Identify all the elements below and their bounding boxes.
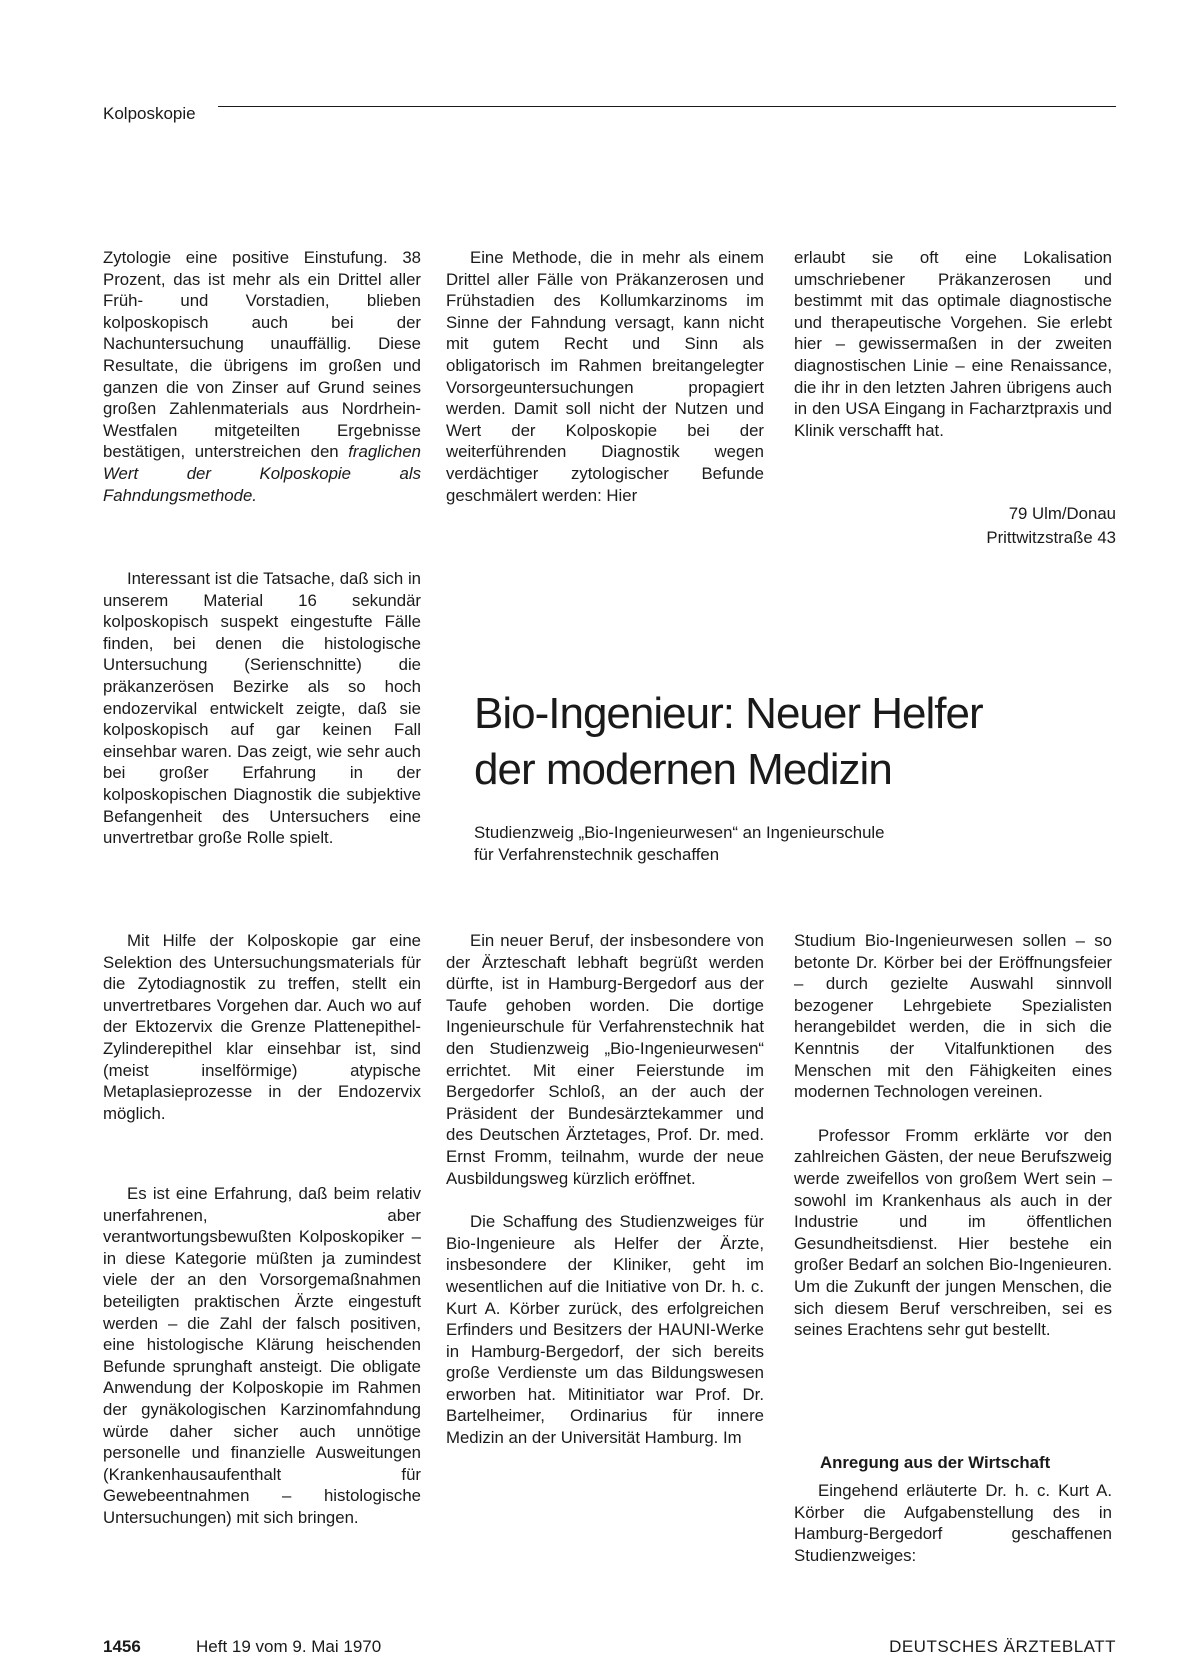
article1-emphasis: fraglichen Wert der Kolposkopie als Fahndungsmethode. [103,442,421,505]
article2-col3-continued [794,1480,1112,1566]
paragraph: erlaubt sie oft eine Lokalisation umschriebener Präkanzerosen und bestimmt mit das optimale diagnostische und therapeutische Vorgehen. Sie erlebt hier – gewissermaßen in der zweiten diagnostischen Linie – eine Renaissance, die ihr in den letzten Jahren übrigens auch in den USA Eingang in Facharztpraxis und Klinik verschafft hat. [794,248,1112,440]
article1-col3 [794,247,1112,441]
article2-subheading: Anregung aus der Wirtschaft [820,1453,1051,1472]
issue-info: Heft 19 vom 9. Mai 1970 [196,1637,382,1656]
author-address [900,502,1116,550]
article1-col1-block2 [103,568,421,849]
header-rule [218,106,1116,107]
paragraph: Eine Methode, die in mehr als einem Drittel aller Fälle von Präkanzerosen und Frühstadien des Kollumkarzinoms im Sinne der Fahndung versagt, kann nicht mit gutem Recht und Sinn als obligatorisch im Rahmen breitangelegter Vorsorgeuntersuchungen propagiert werden. Damit soll nicht der Nutzen und Wert der Kolposkopie bei der weiterführenden Diagnostik wegen verdächtiger zytologischer Befunde geschmälert werden: Hier [446,248,764,505]
article1-col1-block1 [103,247,421,506]
article2-subtitle [474,822,1074,866]
subtitle-line-2: für Verfahrenstechnik geschaffen [474,845,720,864]
title-line-2: der modernen Medizin [474,745,892,794]
article1-col1-block4 [103,1183,421,1529]
article2-col2 [446,930,764,1449]
paragraph: Ein neuer Beruf, der insbesondere von der Ärzteschaft lebhaft begrüßt werden dürfte, ist in Hamburg-Bergedorf aus der Taufe gehoben worden. Die dortige Ingenieurschule für Verfahrenstechnik hat den Studienzweig „Bio-Ingenieurwesen“ errichtet. Mit einer Feierstunde im Bergedorfer Schloß, an der auch der Präsident der Bundesärztekammer und des Deutschen Ärztetages, Prof. Dr. med. Ernst Fromm, teilnahm, wurde der neue Ausbildungsweg kürzlich eröffnet. [446,931,764,1188]
title-line-1: Bio-Ingenieur: Neuer Helfer [474,689,983,738]
journal-name: DEUTSCHES ÄRZTEBLATT [889,1637,1116,1656]
paragraph: Interessant ist die Tatsache, daß sich in unserem Material 16 sekundär kolposkopisch suspekt eingestufte Fälle finden, bei denen die histologische Untersuchung (Serienschnitte) die präkanzerösen Bezirke als so hoch endozervikal entwickelt zeigte, daß sie kolposkopisch auf gar keinen Fall einsehbar waren. Das zeigt, wie sehr auch bei großer Erfahrung in der kolposkopischen Diagnostik die subjektive Befangenheit des Untersuchers eine unvertretbar große Rolle spielt. [103,569,421,848]
article1-col1-block3 [103,930,421,1124]
paragraph: Professor Fromm erklärte vor den zahlreichen Gästen, der neue Berufszweig werde zweifellos von großem Wert sein – sowohl im Krankenhaus als auch in der Industrie und im öffentlichen Gesundheitsdienst. Hier bestehe ein großer Bedarf an solchen Bio-Ingenieuren. Um die Zukunft der jungen Menschen, die sich diesem Beruf verschreiben, sei es seines Erachtens sehr gut bestellt. [794,1125,1112,1340]
paragraph: Studium Bio-Ingenieurwesen sollen – so betonte Dr. Körber bei der Eröffnungsfeier – durch gezielte Auswahl sinnvoll bezogener Lehrgebiete Spezialisten herangebildet werden, die in sich die Kenntnis der Vitalfunktionen des Menschen mit den Fähigkeiten eines modernen Technologen vereinen. [794,931,1112,1102]
paragraph: Mit Hilfe der Kolposkopie gar eine Selektion des Untersuchungsmaterials für die Zytodiagnostik zu treffen, stellt ein unvertretbares Vorgehen dar. Auch wo auf der Ektozervix die Grenze Plattenepithel-Zylinderepithel klar einsehbar ist, sind (meist inselförmige) atypische Metaplasieprozesse in der Endozervix möglich. [103,931,421,1123]
address-city: 79 Ulm/Donau [1008,504,1116,523]
page-number: 1456 [103,1637,141,1656]
paragraph: Eingehend erläuterte Dr. h. c. Kurt A. Körber die Aufgabenstellung des in Hamburg-Bergedorf geschaffenen Studienzweiges: [794,1481,1112,1565]
subtitle-line-1: Studienzweig „Bio-Ingenieurwesen“ an Ingenieurschule [474,823,885,842]
address-street: Prittwitzstraße 43 [986,528,1116,547]
article1-text: Zytologie eine positive Einstufung. 38 Prozent, das ist mehr als ein Drittel aller Früh- und Vorstadien, blieben kolposkopisch auch bei der Nachuntersuchung unauffällig. Diese Resultate, die übrigens im großen und ganzen die von Zinser auf Grund seines großen Zahlenmaterials aus Nordrhein-Westfalen mitgeteilten Ergebnisse bestätigen, unterstreichen den [103,248,421,462]
section-label: Kolposkopie [103,104,196,123]
article2-title [474,686,1034,798]
article2-col3 [794,930,1112,1341]
paragraph: Es ist eine Erfahrung, daß beim relativ unerfahrenen, aber verantwortungsbewußten Kolposkopiker – in diese Kategorie müßten ja zumindest viele der an den Vorsorgemaßnahmen beteiligten praktischen Ärzte eingestuft werden – die Zahl der falsch positiven, eine histologische Klärung heischenden Befunde sprunghaft ansteigt. Die obligate Anwendung der Kolposkopie im Rahmen der gynäkologischen Karzinomfahndung würde daher sicher auch unnötige personelle und finanzielle Ausweitungen (Krankenhausaufenthalt für Gewebeentnahmen – histologische Untersuchungen) mit sich bringen. [103,1184,421,1527]
article1-col2 [446,247,764,506]
paragraph: Die Schaffung des Studienzweiges für Bio-Ingenieure als Helfer der Ärzte, insbesondere der Kliniker, geht im wesentlichen auf die Initiative von Dr. h. c. Kurt A. Körber zurück, des erfolgreichen Erfinders und Besitzers der HAUNI-Werke in Hamburg-Bergedorf, der sich bereits große Verdienste um das Bildungswesen erworben hat. Mitinitiator war Prof. Dr. Bartelheimer, Ordinarius für innere Medizin an der Universität Hamburg. Im [446,1212,764,1448]
